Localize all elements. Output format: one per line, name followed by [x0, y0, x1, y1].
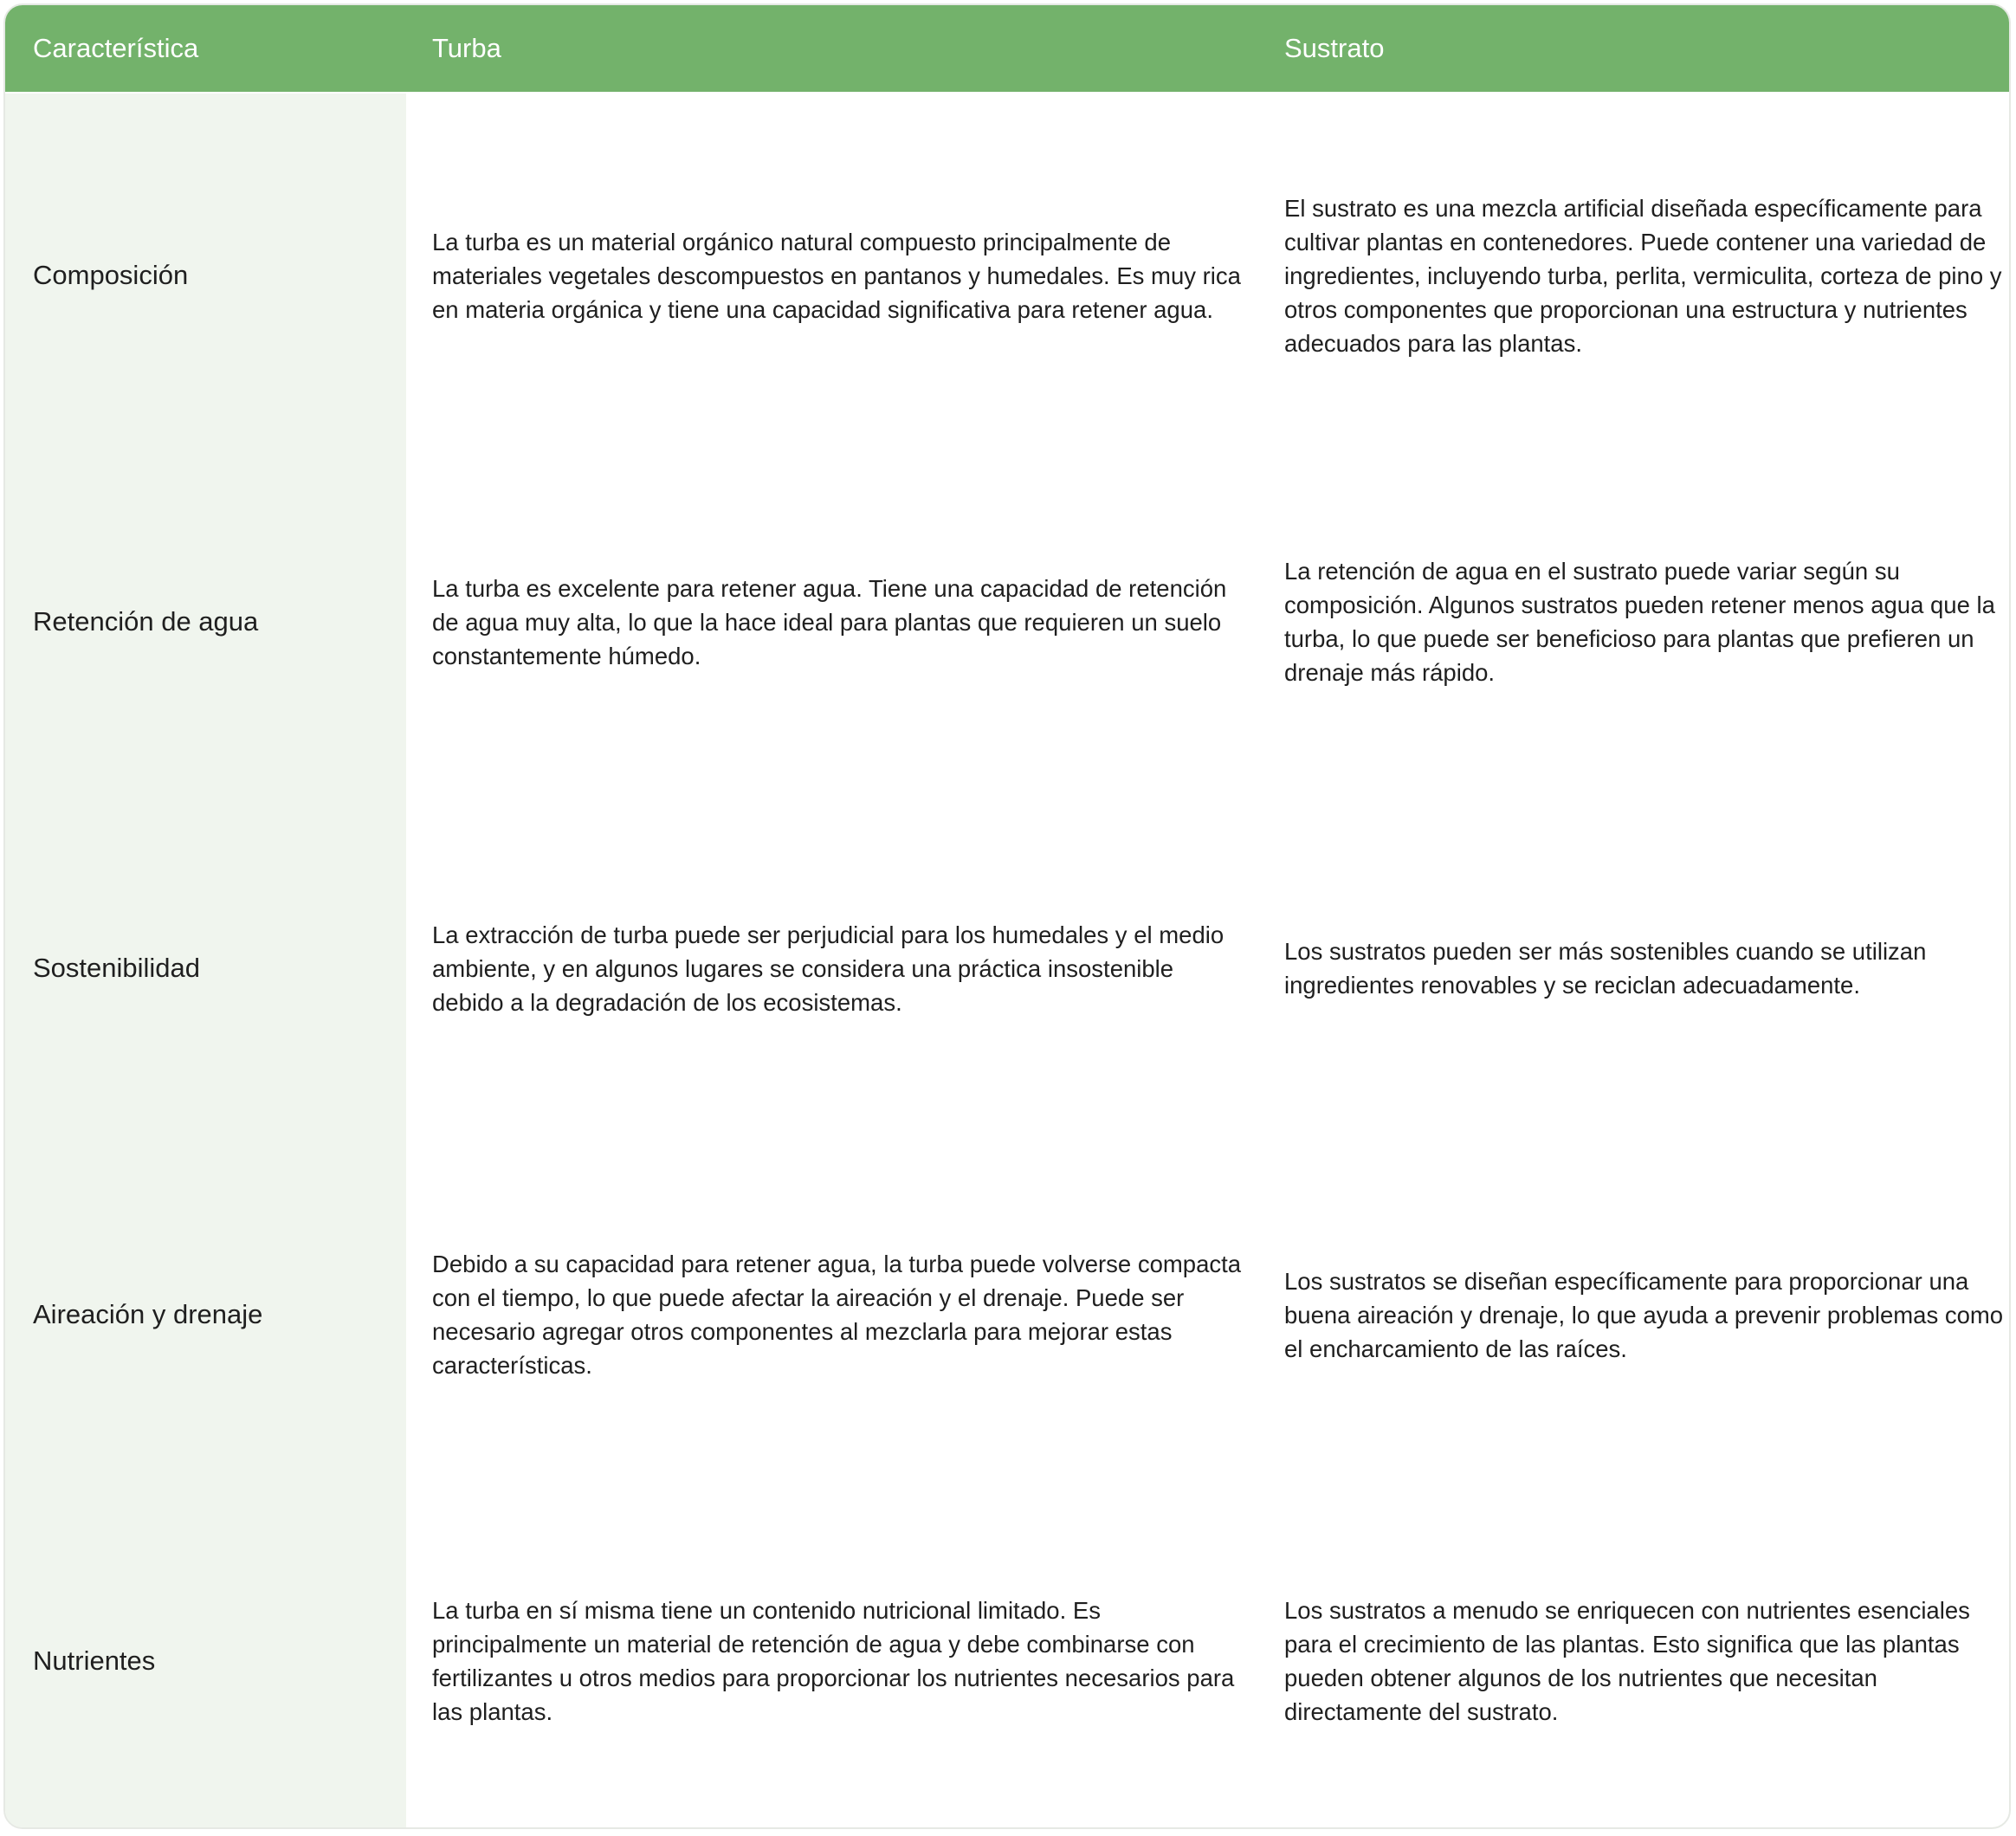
turba-cell [432, 1141, 1246, 1488]
turba-text: La turba es excelente para retener agua. Tiene una capacidad de retención de agua muy alta, lo que la hace ideal para plantas que requieren un suelo constantemente húmedo. [432, 574, 1227, 669]
turba-cell [432, 449, 1246, 795]
sustrato-cell [1284, 449, 2007, 795]
table-row [5, 102, 2009, 449]
feature-label: Nutrientes [33, 1645, 156, 1676]
turba-text: La turba es un material orgánico natural compuesto principalmente de materiales vegetales descompuestos en pantanos y humedales. Es muy rica en materia orgánica y tiene una capacidad significativa para retener agua. [432, 228, 1241, 323]
table-row [5, 449, 2009, 795]
sustrato-cell [1284, 795, 2007, 1141]
turba-cell [432, 795, 1246, 1141]
turba-cell [432, 102, 1246, 449]
table-header-row [5, 5, 2009, 92]
feature-cell [33, 1141, 397, 1488]
comparison-table [3, 3, 2011, 1829]
sustrato-text: El sustrato es una mezcla artificial diseñada específicamente para cultivar plantas en contenedores. Puede contener una variedad de ingredientes, incluyendo turba, perlita, vermiculita, corteza de pino y otros componentes que proporcionan una estructura y nutrientes adecuados para las plantas. [1284, 194, 2002, 357]
feature-cell [33, 1488, 397, 1829]
turba-cell [432, 1488, 1246, 1829]
table-row [5, 1141, 2009, 1488]
feature-label: Retención de agua [33, 606, 259, 637]
table-row [5, 795, 2009, 1141]
table-row [5, 1488, 2009, 1829]
sustrato-text: Los sustratos se diseñan específicamente para proporcionar una buena aireación y drenaje, lo que ayuda a prevenir problemas como el encharcamiento de las raíces. [1284, 1267, 2004, 1362]
turba-text: La extracción de turba puede ser perjudicial para los humedales y el medio ambiente, y en algunos lugares se considera una práctica insostenible debido a la degradación de los ecosistemas. [432, 921, 1224, 1016]
column-header-sustrato: Sustrato [1284, 33, 1385, 63]
feature-cell [33, 102, 397, 449]
column-header-turba: Turba [432, 33, 501, 63]
sustrato-cell [1284, 102, 2007, 449]
turba-text: La turba en sí misma tiene un contenido nutricional limitado. Es principalmente un material de retención de agua y debe combinarse con fertilizantes u otros medios para proporcionar los nutrientes necesarios para las plantas. [432, 1597, 1235, 1725]
column-header-caracteristica: Característica [33, 33, 199, 63]
feature-cell [33, 795, 397, 1141]
sustrato-cell [1284, 1141, 2007, 1488]
sustrato-text: Los sustratos pueden ser más sostenibles cuando se utilizan ingredientes renovables y se reciclan adecuadamente. [1284, 938, 1927, 999]
feature-label: Composición [33, 260, 189, 290]
feature-label: Aireación y drenaje [33, 1299, 263, 1329]
sustrato-cell [1284, 1488, 2007, 1829]
feature-label: Sostenibilidad [33, 953, 201, 983]
feature-cell [33, 449, 397, 795]
sustrato-text: La retención de agua en el sustrato puede variar según su composición. Algunos sustratos pueden retener menos agua que la turba, lo que puede ser beneficioso para plantas que prefieren un drenaje más rápido. [1284, 558, 1995, 686]
turba-text: Debido a su capacidad para retener agua, la turba puede volverse compacta con el tiempo, lo que puede afectar la aireación y el drenaje. Puede ser necesario agregar otros componentes al mezclarla para mejorar estas características. [432, 1251, 1242, 1379]
sustrato-text: Los sustratos a menudo se enriquecen con nutrientes esenciales para el crecimiento de las plantas. Esto significa que las plantas pueden obtener algunos de los nutrientes que necesitan directamente del sustrato. [1284, 1597, 1970, 1725]
